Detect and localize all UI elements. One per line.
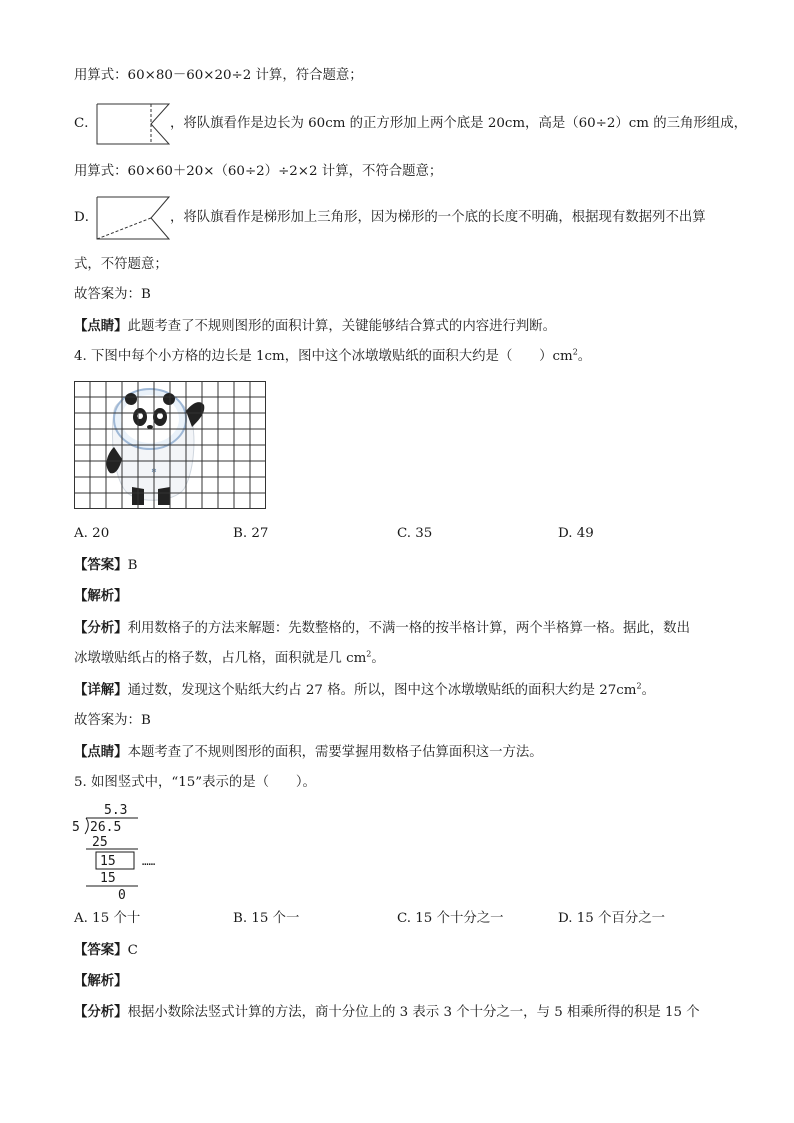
division-row1: 25 (92, 835, 108, 850)
svg-text:❄: ❄ (151, 467, 157, 475)
prev-comment: 【点睛】此题考查了不规则图形的面积计算，关键能够结合算式的内容进行判断。 (74, 318, 557, 334)
q5-option-d: D. 15 个百分之一 (558, 911, 666, 926)
option-c-text: ，将队旗看作是边长为 60cm 的正方形加上两个底是 20cm，高是（60÷2）cm 的三角形组成， (170, 116, 747, 131)
q4-dianjing: 【点睛】本题考查了不规则图形的面积，需要掌握用数格子估算面积这一方法。 (74, 744, 543, 760)
division-row3: 15 (100, 871, 116, 886)
division-remainder: 0 (118, 888, 126, 903)
q5-option-a: A. 15 个十 (74, 911, 141, 926)
square-grid (74, 381, 266, 509)
flag-shape-c (96, 103, 170, 145)
option-d-text: ，将队旗看作是梯形加上三角形，因为梯形的一个底的长度不明确，根据现有数据列不出算 (170, 210, 706, 225)
q4-conclusion: 故答案为：B (74, 713, 151, 728)
q4-option-c: C. 35 (397, 526, 433, 541)
division-dividend: 26.5 (90, 820, 122, 835)
flag-shape-d (96, 196, 170, 240)
q4-option-d: D. 49 (558, 526, 594, 541)
division-row2-boxed: 15 (100, 854, 116, 869)
q5-answer: 【答案】C (74, 942, 138, 958)
formula-b-line: 用算式：60×80－60×20÷2 计算，符合题意； (74, 68, 363, 83)
option-d-text-cont: 式，不符题意； (74, 257, 168, 272)
q5-stem: 5. 如图竖式中，“15”表示的是（ ）。 (74, 775, 316, 790)
option-d-label: D． (74, 210, 99, 225)
q5-fenxi: 【分析】根据小数除法竖式计算的方法，商十分位上的 3 表示 3 个十分之一，与 5 相乘所得的积是 15 个 (74, 1004, 700, 1020)
q4-option-a: A. 20 (74, 526, 110, 541)
division-divisor: 5 (72, 820, 80, 835)
long-division (72, 801, 192, 905)
q4-analysis-tag: 【解析】 (74, 588, 128, 604)
formula-c-line: 用算式：60×60＋20×（60÷2）÷2×2 计算，不符合题意； (74, 164, 443, 179)
prev-answer: 故答案为：B (74, 287, 151, 302)
option-c-label: C． (74, 116, 98, 131)
q4-answer: 【答案】B (74, 557, 138, 573)
q5-option-b: B. 15 个一 (233, 911, 300, 926)
q5-analysis-tag: 【解析】 (74, 973, 128, 989)
division-ellipsis: …… (142, 855, 156, 868)
q4-stem: 4. 下图中每个小方格的边长是 1cm，图中这个冰墩墩贴纸的面积大约是（ ）$cm^2$。 (74, 347, 592, 364)
bing-dwen-dwen-sticker (107, 389, 205, 505)
grid-with-sticker (74, 381, 266, 509)
q4-fenxi: 【分析】利用数格子的方法来解题：先数整格的，不满一格的按半格计算，两个半格算一格。据此，数出 (74, 620, 690, 636)
q5-option-c: C. 15 个十分之一 (397, 911, 504, 926)
q4-option-b: B. 27 (233, 526, 269, 541)
division-quotient: 5.3 (104, 803, 128, 818)
q4-xiangjie: 【详解】通过数，发现这个贴纸大约占 27 格。所以，图中这个冰墩墩贴纸的面积大约是 $27cm^2$。 (74, 681, 655, 698)
q4-fenxi-cont: 冰墩墩贴纸占的格子数，占几格，面积就是几 $cm^2$。 (74, 649, 385, 666)
